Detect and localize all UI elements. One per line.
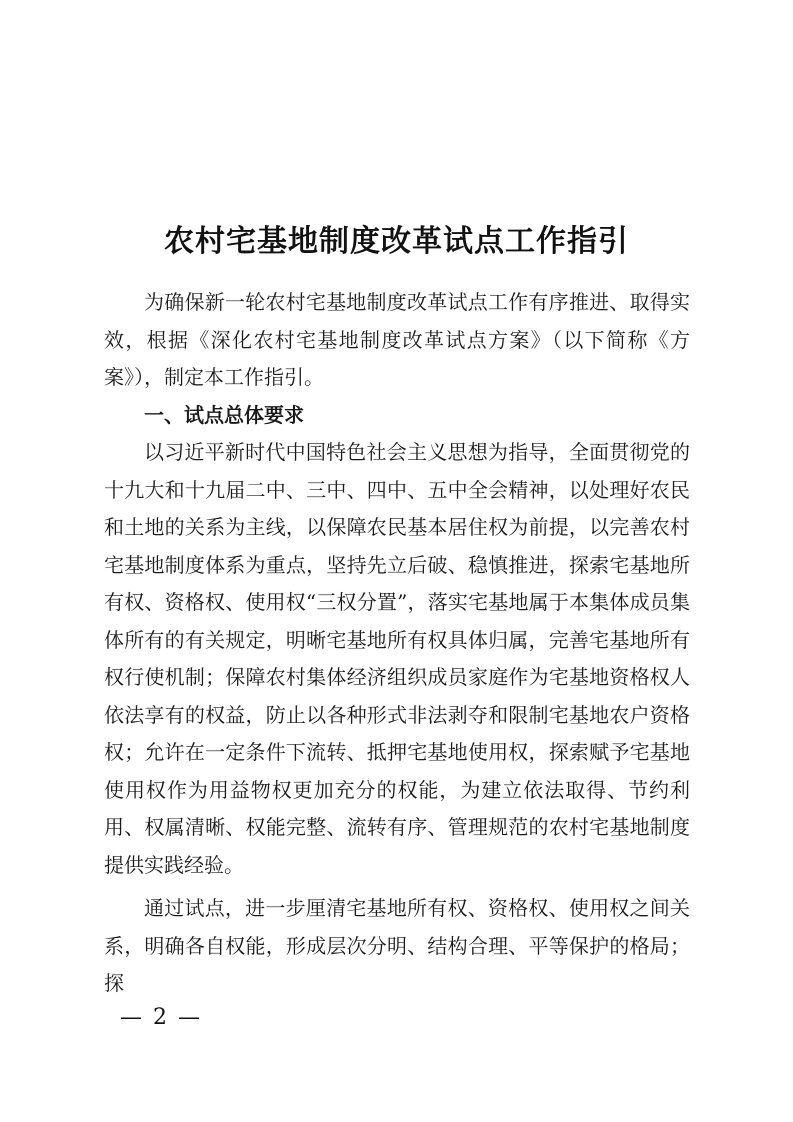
document-title: 农村宅基地制度改革试点工作指引 xyxy=(164,224,629,259)
body-paragraph: 以习近平新时代中国特色社会主义思想为指导，全面贯彻党的十九大和十九届二中、三中、四中、五中全会精神，以处理好农民和土地的关系为主线，以保障农民基本居住权为前提，以完善农村宅基地制度体系为重点，坚持先立后破、稳慎推进，探索宅基地所有权、资格权、使用权“三权分置”，落实宅基地属于本集体成员集体所有的有关规定，明晰宅基地所有权具体归属，完善宅基地所有权行使机制；保障农村集体经济组织成员家庭作为宅基地资格权人依法享有的权益，防止以各种形式非法剥夺和限制宅基地农户资格权；允许在一定条件下流转、抵押宅基地使用权，探索赋予宅基地使用权作为用益物权更加充分的权能，为建立依法取得、节约利用、权属清晰、权能完整、流转有序、管理规范的农村宅基地制度提供实践经验。 xyxy=(104,440,690,877)
document-body xyxy=(104,284,690,1003)
page-number: — 2 — xyxy=(120,1005,202,1030)
intro-paragraph: 为确保新一轮农村宅基地制度改革试点工作有序推进、取得实效，根据《深化农村宅基地制度改革试点方案》（以下简称《方案》），制定本工作指引。 xyxy=(104,290,690,389)
body-paragraph: 通过试点，进一步厘清宅基地所有权、资格权、使用权之间关系，明确各自权能，形成层次分明、结构合理、平等保护的格局；探 xyxy=(104,896,690,995)
section-heading: 一、试点总体要求 xyxy=(144,402,304,427)
